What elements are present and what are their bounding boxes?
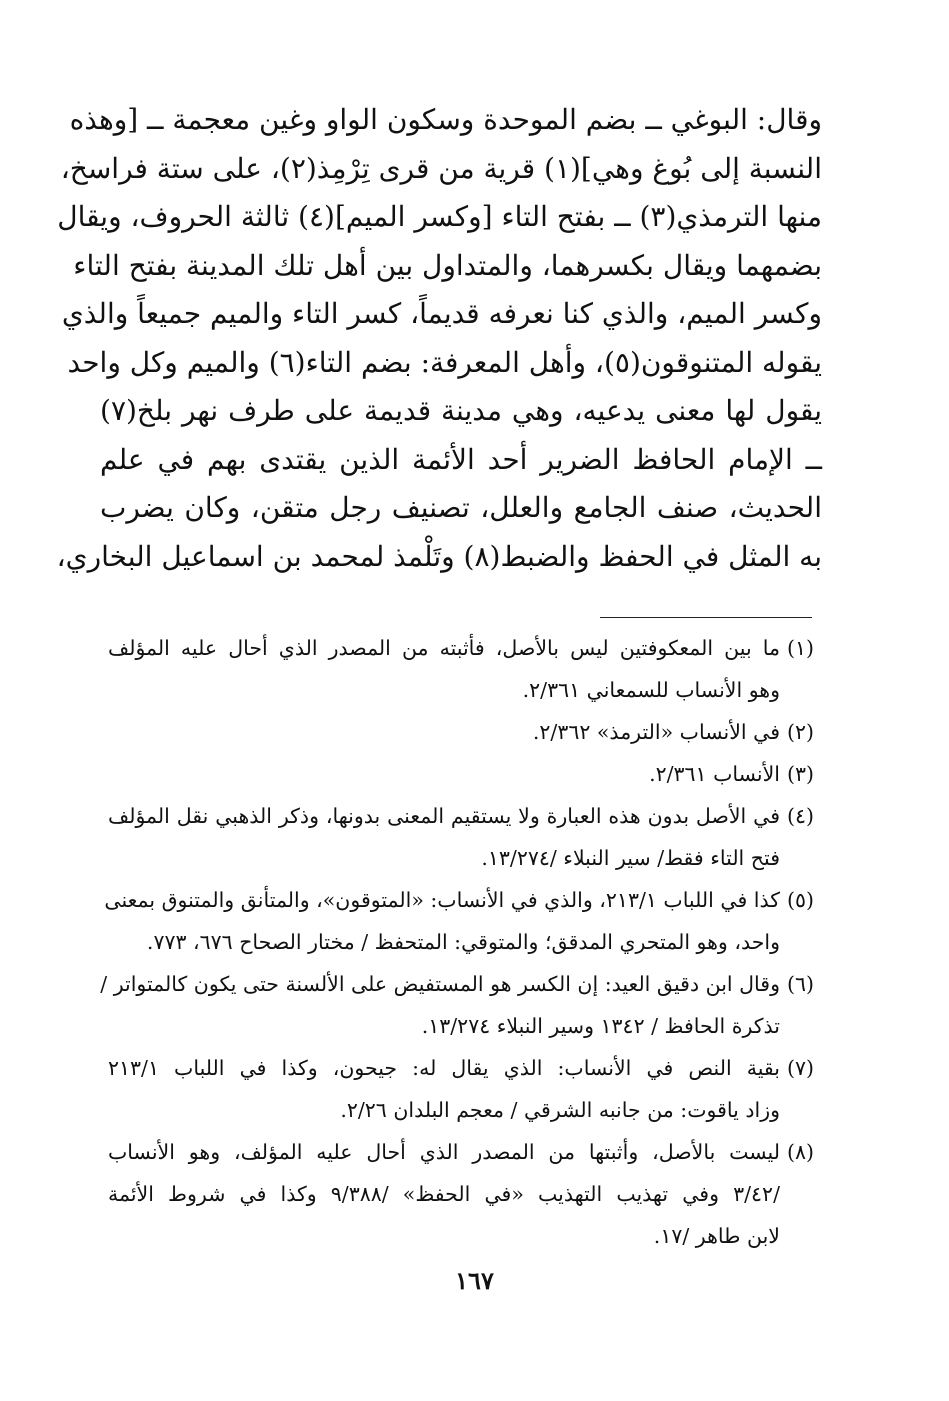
footnote-2 xyxy=(108,712,814,754)
footnote-line: تذكرة الحافظ / ١٣٤٢ وسير النبلاء ١٣/٢٧٤. xyxy=(421,1014,780,1038)
footnote-text: في الأنساب «الترمذ» ٢/٣٦٢. xyxy=(532,720,780,744)
main-text-line: يقوله المتنوقون(٥)، وأهل المعرفة: بضم التاء(٦) والميم وكل واحد xyxy=(67,345,822,379)
footnote-number: (٥) xyxy=(786,888,814,912)
page-number: ١٦٧ xyxy=(455,1266,494,1295)
footnote-line xyxy=(108,1048,814,1090)
footnote-line: /٣/٤٢ وفي تهذيب التهذيب «في الحفظ» /٩/٣٨٨ وكذا في شروط الأئمة xyxy=(108,1182,780,1206)
footnote-number: (١) xyxy=(786,636,814,660)
footnote-5 xyxy=(104,880,814,964)
footnote-line xyxy=(100,964,814,1006)
footnote-separator xyxy=(600,617,812,618)
footnote-8 xyxy=(108,1132,814,1258)
main-text-line: بضمهما ويقال بكسرهما، والمتداول بين أهل تلك المدينة بفتح التاء xyxy=(73,248,822,282)
footnote-text: الأنساب ٢/٣٦١. xyxy=(649,762,780,786)
footnote-number: (٨) xyxy=(786,1140,814,1164)
footnote-number: (٤) xyxy=(786,804,814,828)
main-text-line: به المثل في الحفظ والضبط(٨) وتَلْمذ لمحمد بن اسماعيل البخاري، xyxy=(56,539,822,573)
footnote-number: (٣) xyxy=(786,762,814,786)
footnote-text: بقية النص في الأنساب: الذي يقال له: جيحون، وكذا في اللباب ٢١٣/١ xyxy=(108,1056,780,1080)
main-text-line: الحديث، صنف الجامع والعلل، تصنيف رجل متقن، وكان يضرب xyxy=(100,491,822,524)
footnote-line xyxy=(104,880,814,922)
footnote-line: فتح التاء فقط/ سير النبلاء /١٣/٢٧٤. xyxy=(481,846,780,870)
footnote-line xyxy=(108,1132,814,1174)
footnote-number: (٧) xyxy=(786,1056,814,1080)
main-text-line: ــ الإمام الحافظ الضرير أحد الأئمة الذين يقتدى بهم في علم xyxy=(100,442,822,476)
footnote-number: (٢) xyxy=(786,720,814,744)
footnote-line xyxy=(108,754,814,796)
footnote-3 xyxy=(108,754,814,796)
footnote-line xyxy=(108,796,814,838)
footnote-1 xyxy=(108,628,814,712)
footnote-text: ما بين المعكوفتين ليس بالأصل، فأثبته من المصدر الذي أحال عليه المؤلف xyxy=(108,636,780,660)
main-text-line: منها الترمذي(٣) ــ بفتح التاء [وكسر الميم](٤) ثالثة الحروف، ويقال xyxy=(57,200,822,233)
footnote-6 xyxy=(100,964,814,1048)
footnote-line xyxy=(108,628,814,670)
footnotes xyxy=(100,628,814,1258)
footnote-line: لابن طاهر /١٧. xyxy=(653,1224,780,1248)
main-text-line: يقول لها معنى يدعيه، وهي مدينة قديمة على طرف نهر بلخ(٧) xyxy=(100,394,822,427)
main-text-line: وكسر الميم، والذي كنا نعرفه قديماً، كسر التاء والميم جميعاً والذي xyxy=(61,297,822,330)
footnote-number: (٦) xyxy=(786,972,814,996)
footnote-line: واحد، وهو المتحري المدقق؛ والمتوقي: المتحفظ / مختار الصحاح ٦٧٦، ٧٧٣. xyxy=(146,930,780,954)
footnote-text: في الأصل بدون هذه العبارة ولا يستقيم المعنى بدونها، وذكر الذهبي نقل المؤلف xyxy=(108,804,780,828)
footnote-line xyxy=(108,712,814,754)
main-text-line: النسبة إلى بُوغ وهي](١) قرية من قرى تِرْمِذ(٢)، على ستة فراسخ، xyxy=(60,151,822,185)
footnote-7 xyxy=(108,1048,814,1132)
footnote-text: كذا في اللباب ٢١٣/١، والذي في الأنساب: «المتوقون»، والمتأنق والمتنوق بمعنى xyxy=(104,888,780,912)
footnote-line: وزاد ياقوت: من جانبه الشرقي / معجم البلدان ٢/٢٦. xyxy=(340,1098,780,1122)
footnote-text: وقال ابن دقيق العيد: إن الكسر هو المستفيض على الألسنة حتى يكون كالمتواتر / xyxy=(100,972,780,996)
main-text-block xyxy=(56,96,822,581)
footnote-line: وهو الأنساب للسمعاني ٢/٣٦١. xyxy=(522,678,780,702)
main-text-line: وقال: البوغي ــ بضم الموحدة وسكون الواو وغين معجمة ــ [وهذه xyxy=(69,103,822,136)
footnote-4 xyxy=(108,796,814,880)
footnote-text: ليست بالأصل، وأثبتها من المصدر الذي أحال عليه المؤلف، وهو الأنساب xyxy=(108,1140,780,1164)
